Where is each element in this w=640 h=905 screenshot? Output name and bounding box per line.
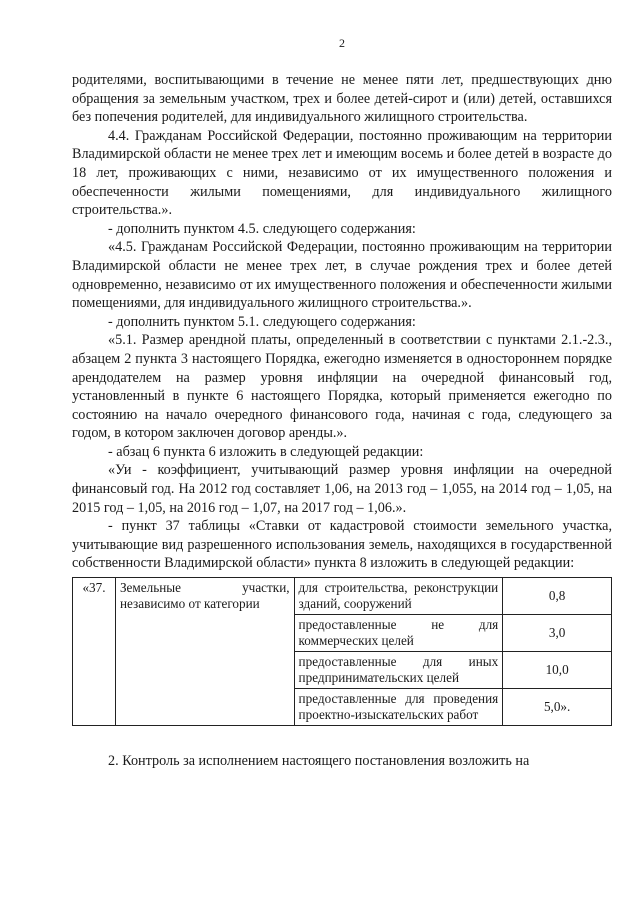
paragraph-add-5-1: - дополнить пунктом 5.1. следующего содержания: xyxy=(108,313,416,330)
use-cell: для строительства, реконструкции зданий, сооружений xyxy=(294,578,503,615)
rates-table xyxy=(72,577,612,726)
paragraph-control: 2. Контроль за исполнением настоящего постановления возложить на xyxy=(108,753,530,770)
use-cell: предоставленные для иных предпринимательских целей xyxy=(294,652,503,689)
rate-cell: 0,8 xyxy=(503,578,612,615)
page-number: 2 xyxy=(339,36,345,50)
row-number-cell: «37. xyxy=(73,578,116,726)
rate-cell: 5,0». xyxy=(503,689,612,726)
category-cell: Земельные участки, независимо от категории xyxy=(115,578,294,726)
paragraph-4-5: «4.5. Гражданам Российской Федерации, постоянно проживающим на территории Владимирской области не менее трех лет, в случае рождения трех и более детей одновременно, независимо от их имущественного положения и обеспеченности жилыми помещениями, для индивидуального жилищного строительства.». xyxy=(72,239,612,312)
paragraph-1: родителями, воспитывающими в течение не менее пяти лет, предшествующих дню обращения за земельным участком, трех и более детей-сирот и (или) детей, оставшихся без попечения родителей, для индивидуального жилищного строительства. xyxy=(72,72,612,126)
paragraph-abzac-6: - абзац 6 пункта 6 изложить в следующей редакции: xyxy=(108,443,424,460)
paragraph-5-1: «5.1. Размер арендной платы, определенный в соответствии с пунктами 2.1.-2.3., абзацем 2 пункта 3 настоящего Порядка, ежегодно изменяется в одностороннем порядке арендодателем на размер уровня инфляции на очередной финансовый год, установленный в пункте 6 настоящего Порядка, который применяется ежегодно по состоянию на начало очередного финансового года, начиная с года, следующего за годом, в котором заключен договор аренды.». xyxy=(72,332,612,442)
rate-cell: 3,0 xyxy=(503,615,612,652)
document-page xyxy=(72,36,612,771)
paragraph-ui-coefficient: «Уи - коэффициент, учитывающий размер уровня инфляции на очередной финансовый год. На 2012 год составляет 1,06, на 2013 год – 1,055, на 2014 год – 1,05, на 2015 год – 1,05, на 2016 год – 1,07, на 2017 год – 1,06.». xyxy=(72,462,612,516)
paragraph-add-4-5: - дополнить пунктом 4.5. следующего содержания: xyxy=(108,220,416,237)
rate-cell: 10,0 xyxy=(503,652,612,689)
table-row xyxy=(73,578,612,615)
use-cell: предоставленные для проведения проектно-изыскательских работ xyxy=(294,689,503,726)
paragraph-4-4: 4.4. Гражданам Российской Федерации, постоянно проживающим на территории Владимирской области не менее трех лет и имеющим восемь и более детей в возрасте до 18 лет, проживающих с ними, независимо от их имущественного положения и обеспеченности жилыми помещениями, для индивидуального жилищного строительства.». xyxy=(72,127,612,219)
use-cell: предоставленные не для коммерческих целей xyxy=(294,615,503,652)
paragraph-punkt-37: - пункт 37 таблицы «Ставки от кадастровой стоимости земельного участка, учитывающие вид разрешенного использования земель, находящихся в государственной собственности Владимирской области» пункта 8 изложить в следующей редакции: xyxy=(72,518,612,572)
